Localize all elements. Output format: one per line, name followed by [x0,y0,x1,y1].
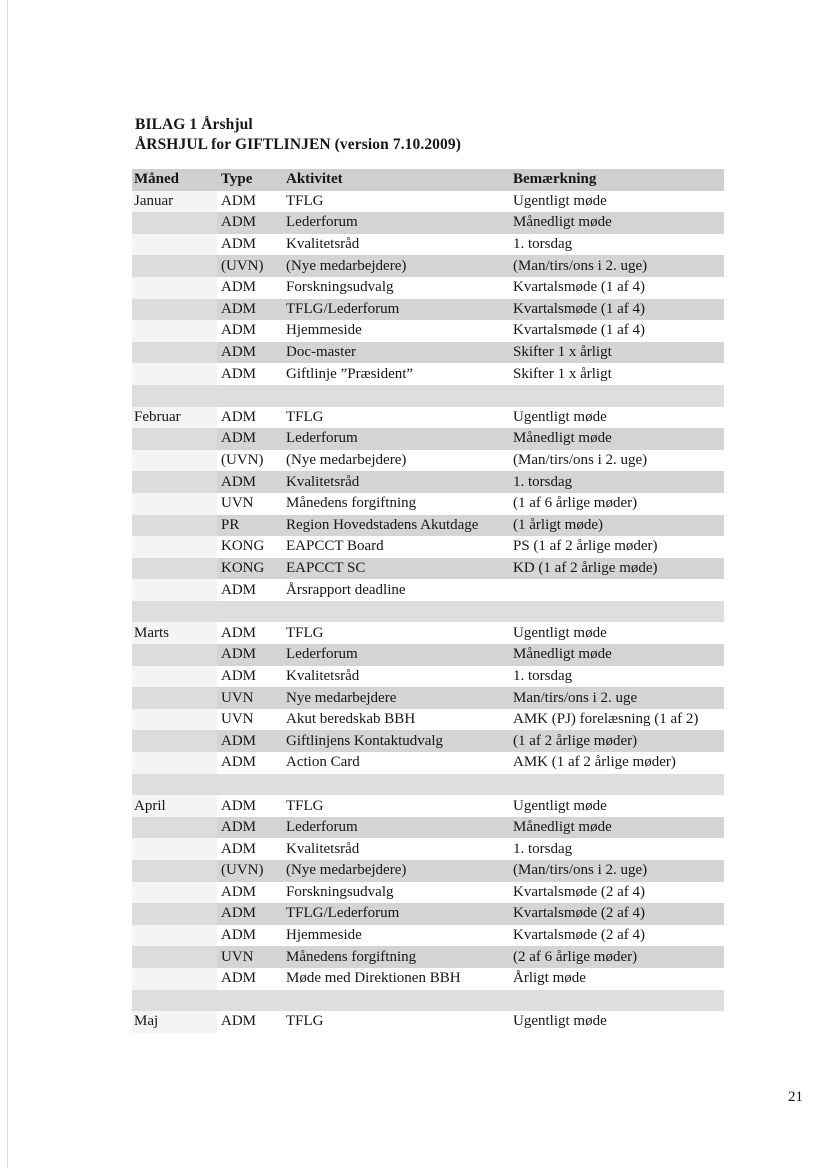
type-cell: ADM [221,970,257,987]
table-row [132,946,724,968]
remark-cell: 1. torsdag [513,667,573,684]
remark-cell: Månedligt møde [511,644,724,666]
remark-cell: AMK (1 af 2 årlige møder) [513,754,676,771]
type-cell: ADM [221,1013,257,1030]
header-activity: Aktivitet [284,169,511,191]
activity-cell: Nye medarbejdere [284,687,511,709]
month-cell [132,363,217,385]
month-cell [132,450,217,472]
month-cell [132,536,217,558]
remark-cell [511,990,724,1012]
table-row [132,363,724,385]
activity-cell: (Nye medarbejdere) [286,452,407,469]
remark-cell [511,774,724,796]
activity-cell: Lederforum [284,212,511,234]
month-cell [132,428,217,450]
remark-cell: AMK (PJ) forelæsning (1 af 2) [513,711,699,728]
type-cell: ADM [221,840,257,857]
month-cell [132,730,217,752]
remark-cell: Kvartalsmøde (1 af 4) [511,299,724,321]
activity-cell: Møde med Direktionen BBH [286,970,461,987]
activity-cell: EAPCCT SC [284,558,511,580]
table-row [132,299,724,321]
activity-cell: TFLG/Lederforum [284,903,511,925]
remark-cell: Skifter 1 x årligt [513,365,612,382]
month-cell [132,212,217,234]
type-cell: KONG [221,538,265,555]
remark-cell: Ugentligt møde [513,624,607,641]
type-cell: ADM [217,471,284,493]
table-row [132,622,724,644]
month-cell [132,925,217,947]
activity-cell [284,385,511,407]
activity-cell: EAPCCT Board [286,538,384,555]
type-cell: UVN [221,711,254,728]
spacer-row [132,601,724,623]
remark-cell: Kvartalsmøde (2 af 4) [513,883,646,900]
table-row [132,407,724,429]
month-cell [132,882,217,904]
activity-cell: TFLG [286,408,324,425]
table-row [132,817,724,839]
table-row [132,191,724,213]
table-row [132,342,724,364]
month-cell [132,687,217,709]
table-row [132,1011,724,1033]
remark-cell: PS (1 af 2 årlige møder) [513,538,658,555]
remark-cell: Ugentligt møde [513,1013,607,1030]
type-cell: ADM [221,754,257,771]
month-cell [132,234,217,256]
activity-cell: TFLG [286,1013,324,1030]
table-header-row [132,169,724,191]
month-cell [132,666,217,688]
month-cell [132,515,217,537]
month-cell [132,320,217,342]
table-row [132,493,724,515]
type-cell: (UVN) [221,452,264,469]
table-row [132,860,724,882]
activity-cell: Kvalitetsråd [286,667,360,684]
month-cell [132,601,217,623]
remark-cell: Kvartalsmøde (1 af 4) [513,322,646,339]
month-cell [132,255,217,277]
table-row [132,255,724,277]
table-row [132,882,724,904]
annual-wheel-table [132,169,724,1033]
type-cell: ADM [221,236,257,253]
activity-cell: TFLG/Lederforum [284,299,511,321]
type-cell [217,385,284,407]
month-cell: Maj [132,1011,217,1033]
table-row [132,666,724,688]
activity-cell: Hjemmeside [286,927,362,944]
remark-cell: KD (1 af 2 årlige møde) [511,558,724,580]
month-cell [132,709,217,731]
month-cell [132,968,217,990]
margin-rule [7,0,8,1168]
month-cell [132,817,217,839]
spacer-row [132,990,724,1012]
type-cell: ADM [217,428,284,450]
month-cell [132,299,217,321]
table-row [132,234,724,256]
type-cell: ADM [217,212,284,234]
remark-cell [511,601,724,623]
type-cell: ADM [217,644,284,666]
type-cell: ADM [217,817,284,839]
type-cell [217,601,284,623]
table-row [132,471,724,493]
table-row [132,579,724,601]
type-cell: (UVN) [217,860,284,882]
month-cell [132,860,217,882]
type-cell: ADM [221,581,257,598]
activity-cell: (Nye medarbejdere) [284,255,511,277]
table-row [132,644,724,666]
activity-cell: Forskningsudvalg [286,883,394,900]
header-remark: Bemærkning [511,169,724,191]
remark-cell: Man/tirs/ons i 2. uge [511,687,724,709]
activity-cell: Hjemmeside [286,322,362,339]
table-row [132,795,724,817]
month-cell [132,838,217,860]
month-cell [132,471,217,493]
activity-cell: Akut beredskab BBH [286,711,416,728]
activity-cell: Kvalitetsråd [286,840,360,857]
activity-cell: Doc-master [284,342,511,364]
type-cell: UVN [217,687,284,709]
remark-cell: Skifter 1 x årligt [511,342,724,364]
type-cell: ADM [221,797,257,814]
remark-cell: (Man/tirs/ons i 2. uge) [511,255,724,277]
activity-cell: TFLG [286,624,324,641]
activity-cell: Lederforum [284,644,511,666]
remark-cell: (Man/tirs/ons i 2. uge) [511,860,724,882]
month-cell: Februar [132,407,217,429]
type-cell [217,774,284,796]
remark-cell: Kvartalsmøde (1 af 4) [513,279,646,296]
activity-cell: Action Card [286,754,360,771]
spacer-row [132,774,724,796]
page-number: 21 [788,1089,803,1105]
type-cell: ADM [221,408,257,425]
type-cell [217,990,284,1012]
activity-cell: TFLG [286,192,324,209]
type-cell: PR [217,515,284,537]
month-cell [132,990,217,1012]
remark-cell: Kvartalsmøde (2 af 4) [513,927,646,944]
remark-cell: (1 af 2 årlige møder) [511,730,724,752]
table-row [132,450,724,472]
table-row [132,536,724,558]
document-title: ÅRSHJUL for GIFTLINJEN (version 7.10.2009) [135,136,461,153]
type-cell: ADM [221,624,257,641]
table-row [132,277,724,299]
type-cell: ADM [221,322,257,339]
activity-cell: Region Hovedstadens Akutdage [284,515,511,537]
activity-cell: Forskningsudvalg [286,279,394,296]
remark-cell: Årligt møde [513,970,586,987]
remark-cell: (1 af 6 årlige møder) [513,495,638,512]
type-cell: ADM [221,667,257,684]
table-body [132,191,724,1033]
activity-cell: Årsrapport deadline [286,581,406,598]
type-cell: ADM [217,299,284,321]
type-cell: ADM [217,730,284,752]
month-cell [132,774,217,796]
month-cell [132,385,217,407]
spacer-row [132,385,724,407]
header-month: Måned [132,169,217,191]
month-cell: Marts [132,622,217,644]
activity-cell: TFLG [286,797,324,814]
type-cell: (UVN) [217,255,284,277]
remark-cell: 1. torsdag [513,840,573,857]
table-row [132,925,724,947]
remark-cell: Månedligt møde [511,212,724,234]
month-cell [132,493,217,515]
type-cell: ADM [221,192,257,209]
activity-cell [284,601,511,623]
type-cell: UVN [221,495,254,512]
month-cell [132,342,217,364]
activity-cell: Kvalitetsråd [284,471,511,493]
activity-cell: Kvalitetsråd [286,236,360,253]
month-cell [132,644,217,666]
type-cell: KONG [217,558,284,580]
type-cell: ADM [221,927,257,944]
remark-cell: 1. torsdag [513,236,573,253]
activity-cell: Giftlinje ”Præsident” [286,365,414,382]
remark-cell: Månedligt møde [511,428,724,450]
annex-title: BILAG 1 Årshjul [135,116,253,133]
activity-cell [284,774,511,796]
activity-cell: (Nye medarbejdere) [284,860,511,882]
table-row [132,709,724,731]
activity-cell: Lederforum [284,817,511,839]
table-row [132,838,724,860]
type-cell: ADM [221,279,257,296]
remark-cell [511,579,724,601]
activity-cell [284,990,511,1012]
remark-cell [511,385,724,407]
activity-cell: Månedens forgiftning [284,946,511,968]
remark-cell: Månedligt møde [511,817,724,839]
remark-cell: Ugentligt møde [513,797,607,814]
remark-cell: (1 årligt møde) [511,515,724,537]
table-row [132,903,724,925]
month-cell [132,558,217,580]
month-cell: April [132,795,217,817]
table-row [132,320,724,342]
month-cell: Januar [132,191,217,213]
type-cell: ADM [221,365,257,382]
header-type: Type [217,169,284,191]
type-cell: UVN [217,946,284,968]
table-row [132,212,724,234]
remark-cell: (2 af 6 årlige møder) [511,946,724,968]
type-cell: ADM [217,903,284,925]
type-cell: ADM [221,883,257,900]
remark-cell: Ugentligt møde [513,408,607,425]
activity-cell: Giftlinjens Kontaktudvalg [284,730,511,752]
table-row [132,730,724,752]
table-row [132,968,724,990]
activity-cell: Lederforum [284,428,511,450]
month-cell [132,903,217,925]
table-row [132,428,724,450]
table-row [132,752,724,774]
table-row [132,687,724,709]
type-cell: ADM [217,342,284,364]
month-cell [132,752,217,774]
month-cell [132,277,217,299]
table-row [132,558,724,580]
month-cell [132,946,217,968]
month-cell [132,579,217,601]
remark-cell: Kvartalsmøde (2 af 4) [511,903,724,925]
remark-cell: (Man/tirs/ons i 2. uge) [513,452,648,469]
remark-cell: Ugentligt møde [513,192,607,209]
remark-cell: 1. torsdag [511,471,724,493]
activity-cell: Månedens forgiftning [286,495,417,512]
table-row [132,515,724,537]
